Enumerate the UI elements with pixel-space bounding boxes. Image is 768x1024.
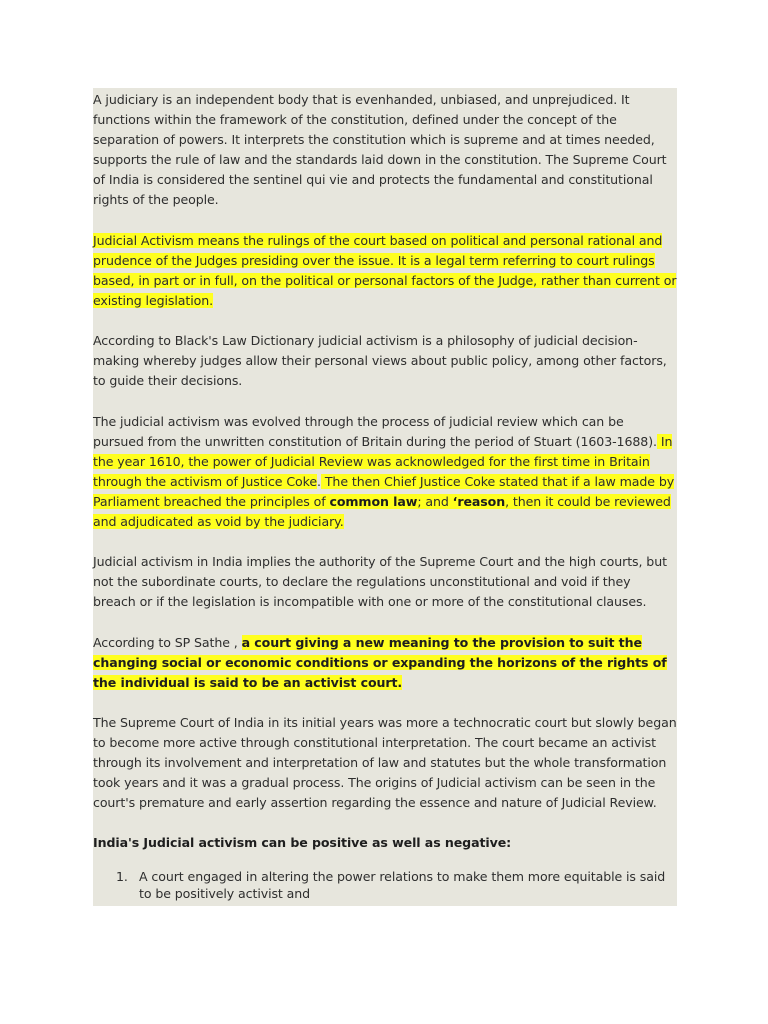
- list-item-number: 1.: [116, 868, 128, 884]
- section-heading: India's Judicial activism can be positive as well as negative:: [93, 835, 512, 851]
- numbered-list: [93, 868, 677, 902]
- plain-text: The judicial activism was evolved through the process of judicial review which can be pursued from the unwritten constitution of Britain during the period of Stuart (1603-1688).: [93, 413, 657, 449]
- bold-reason: ‘reason: [452, 493, 506, 509]
- bold-highlighted-text: a court giving a new meaning to the provision to suit the changing social or economic conditions or expanding the horizons of the rights of the individual is said to be an activist court.: [93, 634, 667, 690]
- highlighted-text: Judicial Activism means the rulings of the court based on political and personal rational and prudence of the Judges presiding over the issue. It is a legal term referring to court rulings based, in part or in full, on the political or personal factors of the Judge, rather than current or existing legislation.: [93, 232, 677, 308]
- highlighted-text-part: , then it could be reviewed and adjudicated as void by the judiciary.: [93, 493, 671, 529]
- paragraph-sp-sathe: [93, 633, 677, 693]
- document-body: [93, 88, 677, 902]
- paragraph-judicial-activism-india: Judicial activism in India implies the authority of the Supreme Court and the high courts, but not the subordinate courts, to declare the regulations unconstitutional and void if they breach or if the legislation is incompatible with one or more of the constitutional clauses.: [93, 554, 667, 610]
- plain-text: According to SP Sathe ,: [93, 634, 242, 650]
- paragraph-evolution-judicial-review: [93, 412, 677, 533]
- highlighted-text: In the year 1610, the power of Judicial Review was acknowledged for the first time in Britain through the activism of Justice Coke: [93, 433, 673, 489]
- bold-common-law: common law: [329, 493, 418, 509]
- list-item-text: A court engaged in altering the power relations to make them more equitable is said to be positively activist and: [139, 868, 666, 901]
- plain-text: .: [317, 473, 321, 489]
- paragraph-blacks-law-dictionary: According to Black's Law Dictionary judicial activism is a philosophy of judicial decision-making whereby judges allow their personal views about public policy, among other factors, to guide their decisions.: [93, 333, 667, 389]
- highlighted-text-part: ; and: [417, 493, 453, 509]
- list-item: [93, 868, 677, 902]
- paragraph-judiciary-definition: A judiciary is an independent body that is evenhanded, unbiased, and unprejudiced. It functions within the framework of the constitution, defined under the concept of the separation of powers. It interprets the constitution which is supreme and at times needed, supports the rule of law and the standards laid down in the constitution. The Supreme Court of India is considered the sentinel qui vie and protects the fundamental and constitutional rights of the people.: [93, 92, 667, 208]
- paragraph-supreme-court-history: The Supreme Court of India in its initial years was more a technocratic court but slowly began to become more active through constitutional interpretation. The court became an activist through its involvement and interpretation of law and statutes but the whole transformation took years and it was a gradual process. The origins of Judicial activism can be seen in the court's premature and early assertion regarding the essence and nature of Judicial Review.: [93, 714, 677, 811]
- paragraph-judicial-activism-definition: [93, 231, 677, 311]
- highlighted-text-part: The then Chief Justice Coke stated that if a law made by Parliament breached the principles of: [93, 473, 675, 509]
